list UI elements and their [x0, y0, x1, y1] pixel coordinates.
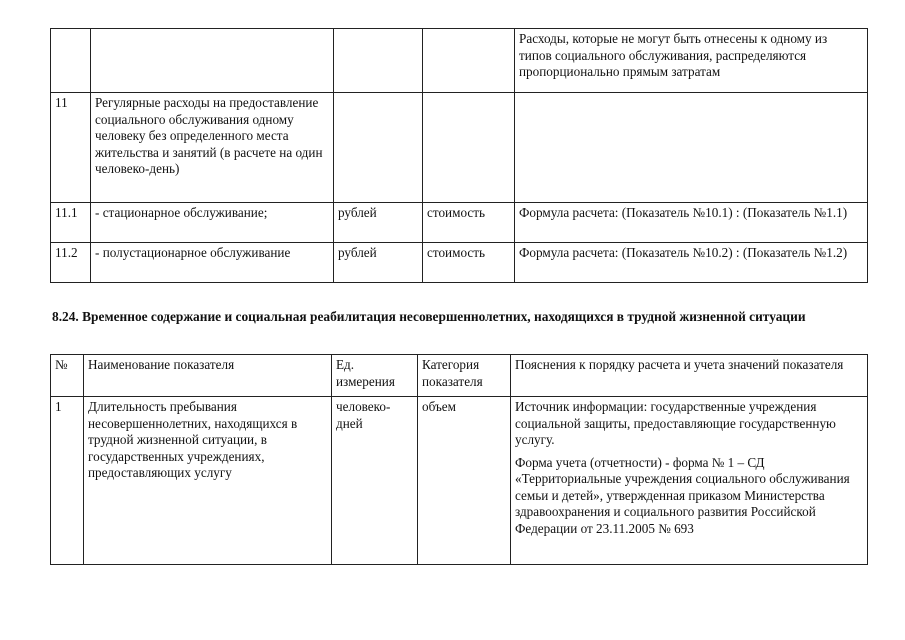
- unit-cell: рублей: [334, 203, 423, 243]
- explanation-cell: Формула расчета: (Показатель №10.2) : (Показатель №1.2): [515, 243, 868, 283]
- category-cell: [423, 29, 515, 93]
- unit-cell: человеко-дней: [332, 397, 418, 565]
- reporting-form-text: Форма учета (отчетности) - форма № 1 – СД «Территориальные учреждения социального обслуживания семьи и детей», утвержденная приказом Министерства здравоохранения и социального развития Российской Федерации от 23.11.2005 № 693: [515, 454, 850, 536]
- table-row: [51, 397, 868, 565]
- header-indicator-name: Наименование показателя: [84, 355, 332, 397]
- indicators-table-continued: [50, 28, 868, 283]
- table-row: [51, 29, 868, 93]
- unit-cell: [334, 29, 423, 93]
- indicator-name-cell: [91, 29, 334, 93]
- category-cell: стоимость: [423, 243, 515, 283]
- explanation-cell: Расходы, которые не могут быть отнесены к одному из типов социального обслуживания, распределяются пропорционально прямым затратам: [515, 29, 868, 93]
- row-number-cell: [51, 29, 91, 93]
- unit-cell: [334, 93, 423, 203]
- explanation-cell: [515, 93, 868, 203]
- indicator-name-cell: - полустационарное обслуживание: [91, 243, 334, 283]
- unit-cell: рублей: [334, 243, 423, 283]
- information-source-text: Источник информации: государственные учреждения социальной защиты, предоставляющие государственную услугу.: [515, 399, 836, 447]
- indicator-name-cell: - стационарное обслуживание;: [91, 203, 334, 243]
- indicators-table: [50, 354, 868, 565]
- header-explanation: Пояснения к порядку расчета и учета значений показателя: [511, 355, 868, 397]
- row-number-cell: 11: [51, 93, 91, 203]
- table-row: [51, 203, 868, 243]
- header-unit: Ед. измерения: [332, 355, 418, 397]
- indicator-name-cell: Длительность пребывания несовершеннолетних, находящихся в трудной жизненной ситуации, в государственных учреждениях, предоставляющих услугу: [84, 397, 332, 565]
- category-cell: [423, 93, 515, 203]
- row-number-cell: 1: [51, 397, 84, 565]
- header-category: Категория показателя: [418, 355, 511, 397]
- explanation-cell: [511, 397, 868, 565]
- indicator-name-cell: Регулярные расходы на предоставление социального обслуживания одному человеку без определенного места жительства и занятий (в расчете на один человеко-день): [91, 93, 334, 203]
- header-number: №: [51, 355, 84, 397]
- section-heading: 8.24. Временное содержание и социальная реабилитация несовершеннолетних, находящихся в трудной жизненной ситуации: [52, 309, 806, 324]
- table-row: [51, 93, 868, 203]
- row-number-cell: 11.2: [51, 243, 91, 283]
- category-cell: стоимость: [423, 203, 515, 243]
- explanation-cell: Формула расчета: (Показатель №10.1) : (Показатель №1.1): [515, 203, 868, 243]
- category-cell: объем: [418, 397, 511, 565]
- table-row: [51, 243, 868, 283]
- row-number-cell: 11.1: [51, 203, 91, 243]
- table-header-row: [51, 355, 868, 397]
